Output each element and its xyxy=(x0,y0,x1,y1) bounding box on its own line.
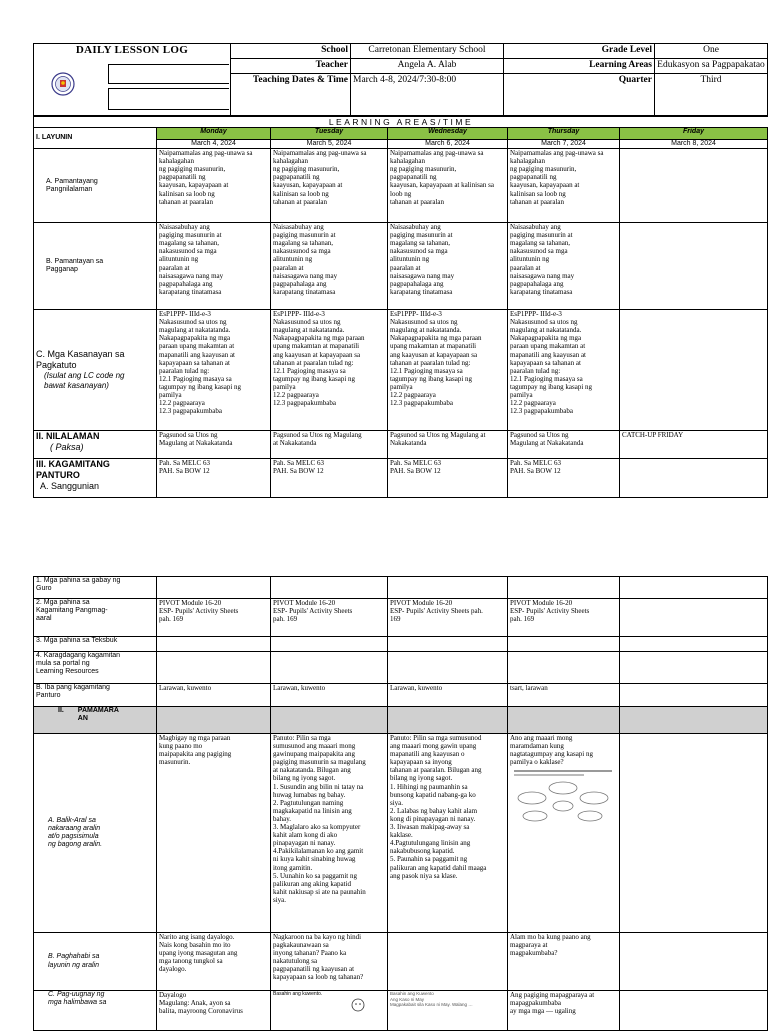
grade-value: One xyxy=(655,44,768,59)
kasanayan-cell xyxy=(34,310,157,431)
cell-r3-thursday xyxy=(508,637,620,652)
cell-c-thursday: EsP1PPP- IIId-e-3 Nakasusunod sa utos ng magulang at nakatatanda. Nakapagpapakita ng mga paraan upang makamtan at mapanatili ang kaayusan at kapayapaan sa tahanan at paaralan tulad ng: 12.1 Pagioging masaya sa tagumpay ng ibang kasapi ng pamilya 12.2 pagpaaraya 12.3 pagpapakumbaba xyxy=(508,310,620,431)
header-blank-box-1 xyxy=(108,64,229,84)
cell-nilalaman-thursday: Pagsunod sa Utos ng Magulang at Nakakatanda xyxy=(508,431,620,459)
ra-thursday-text: Ano ang maaari mong maramdaman kung nagtatagumpay ang kasapi ng pamilya o kaklase? xyxy=(510,734,594,767)
cell-ra-wednesday: Panuto: Pilin sa mga sumusunod ang maaari mong gawin upang mapanatili ang kaayusan o kapayapaan sa inyong tahanan at paaralan. Bilugan ang bilang ng iyong sagot. 1. Hihingi ng paumanhin sa bunsong kapatid nabang-ga ko siya. 2. Lalabas ng bahay kahit alam kong di pinapayagan ni nanay. 3. Iiwasan makipag-away sa kaklase. 4.Pagtutulungang linisin ang nakabubusong kapatid. 5. Paunahin sa paggamit ng palikuran ang kapatid dahil maaga ang pasok niya sa klase. xyxy=(388,734,508,933)
cell-r4-thursday xyxy=(508,652,620,684)
cell-kagamitan-thursday: Pah. Sa MELC 63 PAH. Sa BOW 12 xyxy=(508,459,620,498)
cell-rb2-thursday: Alam mo ba kung paano ang magparaya at magpakumbaba? xyxy=(508,933,620,991)
cell-rb2-monday: Narito ang isang dayalogo. Nais kong basahin mo ito upang iyong masagutan ang mga tanong tungkol sa dayalogo. xyxy=(157,933,271,991)
deped-seal-icon xyxy=(51,72,75,96)
story-illustration-icon xyxy=(343,997,373,1013)
sanggunian-label: A. Sanggunian xyxy=(40,481,100,492)
balik-aral-label: A. Balik-Aral sa nakaraang aralin at/o pagsisimula ng bagong aralin. xyxy=(34,734,157,933)
pamantayang-pangnilalaman-label: A. Pamantayang Pangnilalaman xyxy=(34,149,157,223)
learning-areas-value: Edukasyon sa Pagpapakatao xyxy=(655,59,768,74)
cell-b-tuesday: Naisasabuhay ang pagiging masunurin at magalang sa tahanan, nakasusunod sa mga alituntunin ng paaralan at naisasagawa nang may pagpapahalaga ang karapatang tinatamasa xyxy=(271,223,388,310)
school-value: Carretonan Elementary School xyxy=(351,44,504,59)
header-table xyxy=(33,43,768,117)
cell-ra-thursday xyxy=(508,734,620,933)
cell-r3-friday xyxy=(620,637,768,652)
day-tuesday: Tuesday xyxy=(271,128,388,140)
cell-rc-friday xyxy=(620,991,768,1031)
row-gabay-guro-label: 1. Mga pahina sa gabay ng Guro xyxy=(34,577,157,599)
cell-a-friday xyxy=(620,149,768,223)
kasanayan-note: (Isulat ang LC code ng bawat kasanayan) xyxy=(44,371,125,391)
cell-r1-friday xyxy=(620,577,768,599)
cell-a-monday: Naipamamalas ang pag-unawa sa kahalagahan ng pagiging masunurin, pagpapanatili ng kaayusan, kapayapaan at kalinisan sa loob ng tahanan at paaralan xyxy=(157,149,271,223)
teacher-label: Teacher xyxy=(231,59,351,74)
cell-rc-thursday: Ang pagiging mapagparaya at mapagpakumbaba ay mga mga — ugaling xyxy=(508,991,620,1031)
cell-rb-friday xyxy=(620,684,768,707)
day-wednesday: Wednesday xyxy=(388,128,508,140)
cell-b-wednesday: Naisasabuhay ang pagiging masunurin at magalang sa tahanan, nakasusunod sa mga alituntunin ng paaralan at naisasagawa nang may pagpapahalaga ang karapatang tinatamasa xyxy=(388,223,508,310)
cell-rb-wednesday: Larawan, kuwento xyxy=(388,684,508,707)
cell-a-tuesday: Naipamamalas ang pag-unawa sa kahalagahan ng pagiging masunurin, pagpapanatili ng kaayusan, kapayapaan at kalinisan sa loob ng tahanan at paaralan xyxy=(271,149,388,223)
school-label: School xyxy=(231,44,351,59)
cell-nilalaman-wednesday: Pagsunod sa Utos ng Magulang at Nakakatanda xyxy=(388,431,508,459)
cell-pam-thursday xyxy=(508,707,620,734)
cell-r2-monday: PIVOT Module 16-20 ESP- Pupils' Activity Sheets pah. 169 xyxy=(157,599,271,637)
pamamaraan-number: II. xyxy=(58,707,64,714)
cell-rb-thursday: tsart, larawan xyxy=(508,684,620,707)
cell-r3-wednesday xyxy=(388,637,508,652)
cell-rb-monday: Larawan, kuwento xyxy=(157,684,271,707)
kagamitan-label: III. KAGAMITANG PANTURO xyxy=(36,459,110,481)
cell-c-monday: EsP1PPP- IIId-e-3 Nakasusunod sa utos ng magulang at nakatatanda. Nakapagpapakita ng mga paraan upang makamtan at mapanatili ang kaayusan at kapayapaan sa tahanan at paaralan tulad ng: 12.1 Pagioging masaya sa tagumpay ng ibang kasapi ng pamilya 12.2 pagpaaraya 12.3 pagpapakumbaba xyxy=(157,310,271,431)
cell-kagamitan-wednesday: Pah. Sa MELC 63 PAH. Sa BOW 12 xyxy=(388,459,508,498)
cell-ra-tuesday: Panuto: Pilin sa mga sumusunod ang maaari mong gawinupang maipapakita ang pagiging masunurin sa magulang at nakatatanda. Bilugan ang bilang ng iyong sagot. 1. Susundin ang bilin ni tatay na huwag lumabas ng bahay. 2. Pagtutulungan naming magkakapatid na linisin ang bahay. 3. Maglalaro ako sa kompyuter kahit alam kong di ako pinapayagan ni nanay. 4.Pakikilalamanan ko ang gamit ni kuya kahit sinabing huwag itong gamitin. 5. Uunahin ko sa paggamit ng palikuran ang aking kapatid kahit nakiusap si ate na paunahin siya. xyxy=(271,734,388,933)
catch-up-friday: CATCH-UP FRIDAY xyxy=(620,431,768,459)
nilalaman-cell xyxy=(34,431,157,459)
cell-a-wednesday: Naipamamalas ang pag-unawa sa kahalagahan ng pagiging masunurin, pagpapanatili ng kaayusan, kapayapaan at kalinisan sa loob ng tahanan at paaralan xyxy=(388,149,508,223)
pag-uugnay-label: C. Pag-uugnay ng mga halimbawa sa xyxy=(34,991,157,1031)
paghahabi-label: B. Paghahabi sa layunin ng aralin xyxy=(34,933,157,991)
cell-rb2-wednesday xyxy=(388,933,508,991)
teacher-value: Angela A. Alab xyxy=(351,59,504,74)
cell-rb2-friday xyxy=(620,933,768,991)
lesson-log-title-cell xyxy=(34,44,231,117)
cell-r4-monday xyxy=(157,652,271,684)
procedures-table xyxy=(33,576,768,1031)
dates-value: March 4-8, 2024/7:30-8:00 xyxy=(351,74,504,117)
cell-ra-friday xyxy=(620,734,768,933)
objectives-table xyxy=(33,127,768,498)
pamantayan-sa-pagganap-label: B. Pamantayan sa Pagganap xyxy=(34,223,157,310)
cell-ra-monday: Magbigay ng mga paraan kung paano mo maipapakita ang pagiging masunurin. xyxy=(157,734,271,933)
quarter-value: Third xyxy=(655,74,768,117)
cell-r2-wednesday: PIVOT Module 16-20 ESP- Pupils' Activity Sheets pah. 169 xyxy=(388,599,508,637)
date-wednesday: March 6, 2024 xyxy=(388,140,508,149)
nilalaman-label: II. NILALAMAN xyxy=(36,431,100,442)
cell-pam-tuesday xyxy=(271,707,388,734)
nilalaman-note: ( Paksa) xyxy=(50,442,84,453)
day-monday: Monday xyxy=(157,128,271,140)
date-thursday: March 7, 2024 xyxy=(508,140,620,149)
cell-kagamitan-tuesday: Pah. Sa MELC 63 PAH. Sa BOW 12 xyxy=(271,459,388,498)
learning-areas-label: Learning Areas xyxy=(504,59,655,74)
cell-rc-monday: Dayalogo Magulang: Anak, ayon sa balita, mayroong Coronavirus xyxy=(157,991,271,1031)
cell-rc-tuesday xyxy=(271,991,388,1031)
date-tuesday: March 5, 2024 xyxy=(271,140,388,149)
cell-r4-tuesday xyxy=(271,652,388,684)
cell-pam-wednesday xyxy=(388,707,508,734)
dates-label: Teaching Dates & Time xyxy=(231,74,351,117)
cell-r2-tuesday: PIVOT Module 16-20 ESP- Pupils' Activity Sheets pah. 169 xyxy=(271,599,388,637)
cell-nilalaman-tuesday: Pagsunod sa Utos ng Magulang at Nakakatanda xyxy=(271,431,388,459)
page-title: DAILY LESSON LOG xyxy=(75,44,189,56)
cell-b-monday: Naisasabuhay ang pagiging masunurin at magalang sa tahanan, nakasusunod sa mga alituntunin ng paaralan at naisasagawa nang may pagpapahalaga ang karapatang tinatamasa xyxy=(157,223,271,310)
cell-r1-thursday xyxy=(508,577,620,599)
cell-r4-friday xyxy=(620,652,768,684)
kasanayan-label: C. Mga Kasanayan sa Pagkatuto xyxy=(36,349,125,371)
date-monday: March 4, 2024 xyxy=(157,140,271,149)
cell-r3-monday xyxy=(157,637,271,652)
learning-areas-band: LEARNING AREAS/TIME xyxy=(33,115,768,128)
pamamaraan-heading xyxy=(34,707,157,734)
layunin-heading: I. LAYUNIN xyxy=(34,128,157,149)
cell-pam-friday xyxy=(620,707,768,734)
rc-tuesday-text: Basahin ang kuwento. xyxy=(273,991,323,997)
row-learning-resources-label: 4. Karagdagang kagamitan mula sa portal ng Learning Resources xyxy=(34,652,157,684)
day-friday: Friday xyxy=(620,128,768,140)
cell-kagamitan-monday: Pah. Sa MELC 63 PAH. Sa BOW 12 xyxy=(157,459,271,498)
cell-c-wednesday: EsP1PPP- IIId-e-3 Nakasusunod sa utos ng magulang at nakatatanda. Nakapagpapakita ng mga paraan upang makamtan at mapanatili ang kaayusan at kapayapaan sa tahanan at paaralan tulad ng: 12.1 Pagioging masaya sa tagumpay ng ibang kasapi ng pamilya 12.2 pagpaaraya 12.3 pagpapakumbaba xyxy=(388,310,508,431)
cell-a-thursday: Naipamamalas ang pag-unawa sa kahalagahan ng pagiging masunurin, pagpapanatili ng kaayusan, kapayapaan at kalinisan sa loob ng tahanan at paaralan xyxy=(508,149,620,223)
day-thursday: Thursday xyxy=(508,128,620,140)
quarter-label: Quarter xyxy=(504,74,655,117)
pamamaraan-label: PAMAMARA AN xyxy=(77,707,119,723)
cell-b-thursday: Naisasabuhay ang pagiging masunurin at magalang sa tahanan, nakasusunod sa mga alituntunin ng paaralan at naisasagawa nang may pagpapahalaga ang karapatang tinatamasa xyxy=(508,223,620,310)
cell-c-friday xyxy=(620,310,768,431)
cell-r4-wednesday xyxy=(388,652,508,684)
row-teksbuk-label: 3. Mga pahina sa Teksbuk xyxy=(34,637,157,652)
cell-r2-friday xyxy=(620,599,768,637)
row-kagamitang-mag-aaral-label: 2. Mga pahina sa Kagamitang Pangmag- aaral xyxy=(34,599,157,637)
cell-r3-tuesday xyxy=(271,637,388,652)
header-blank-box-2 xyxy=(108,88,229,110)
kagamitan-cell xyxy=(34,459,157,498)
cell-rb2-tuesday: Nagkaroon na ba kayo ng hindi pagkakaunawaan sa inyong tahanan? Paano ka nakatutulong sa pagpapanatili ng kaayusan at kapayapaan sa loob ng tahanan? xyxy=(271,933,388,991)
cell-kagamitan-friday xyxy=(620,459,768,498)
grade-label: Grade Level xyxy=(504,44,655,59)
cell-nilalaman-monday: Pagsunod sa Utos ng Magulang at Nakakatanda xyxy=(157,431,271,459)
cell-rb-tuesday: Larawan, kuwento xyxy=(271,684,388,707)
cell-b-friday xyxy=(620,223,768,310)
cell-r2-thursday: PIVOT Module 16-20 ESP- Pupils' Activity Sheets pah. 169 xyxy=(508,599,620,637)
cell-r1-monday xyxy=(157,577,271,599)
date-friday: March 8, 2024 xyxy=(620,140,768,149)
cell-r1-wednesday xyxy=(388,577,508,599)
cell-rc-wednesday: Basahin ang Kuwento Ang Kaso ni May Magpakabait sila Kaso ni May. Walang … xyxy=(388,991,508,1031)
hearts-worksheet-image xyxy=(510,768,616,828)
cell-r1-tuesday xyxy=(271,577,388,599)
row-iba-pang-kagamitan-label: B. Iba pang kagamitang Panturo xyxy=(34,684,157,707)
cell-c-tuesday: EsP1PPP- IIId-e-3 Nakasusunod sa utos ng magulang at nakatatanda. Nakapagpapakita ng mga paraan upang makamtan at mapanatili ang kaayusan at kapayapaan sa tahanan at paaralan tulad ng: 12.1 Pagioging masaya sa tagumpay ng ibang kasapi ng pamilya 12.2 pagpaaraya 12.3 pagpapakumbaba xyxy=(271,310,388,431)
cell-pam-monday xyxy=(157,707,271,734)
